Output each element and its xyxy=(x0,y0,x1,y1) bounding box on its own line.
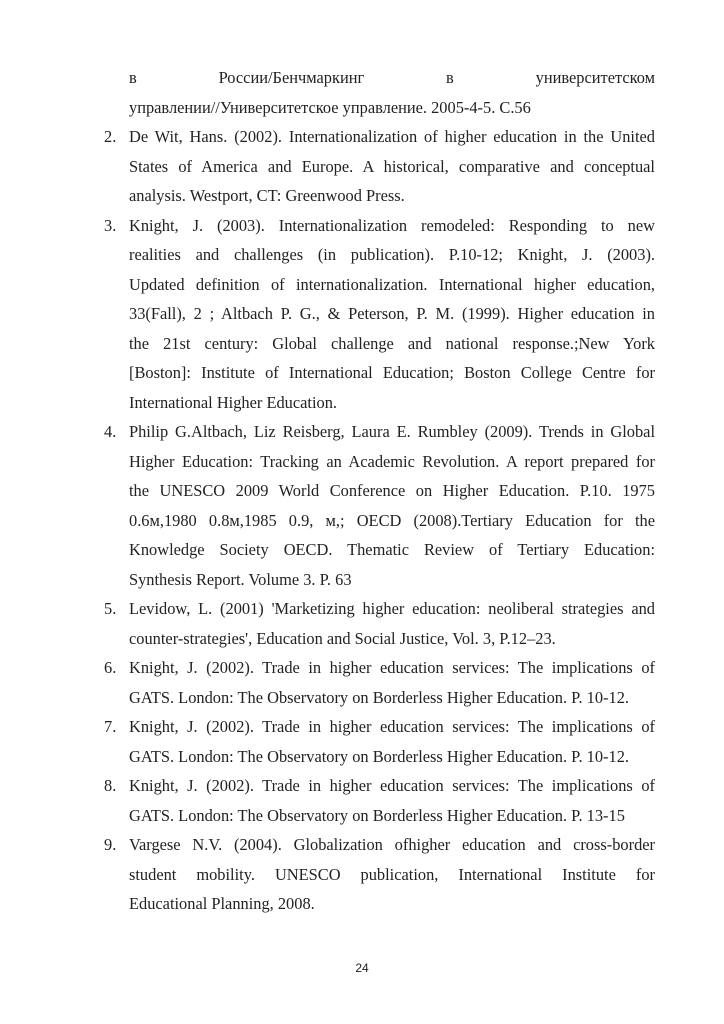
reference-number: 5. xyxy=(104,599,117,618)
reference-line: Knight, J. (2002). Trade in higher education services: The implications of xyxy=(129,717,655,736)
reference-number: 2. xyxy=(104,127,117,146)
reference-line: Synthesis Report. Volume 3. P. 63 xyxy=(129,569,352,589)
reference-line: Knight, J. (2002). Trade in higher education services: The implications of xyxy=(129,658,655,677)
reference-line: Higher Education: Tracking an Academic Revolution. A report prepared for xyxy=(129,451,655,471)
reference-line: realities and challenges (in publication). P.10-12; Knight, J. (2003). xyxy=(129,245,655,264)
reference-number: 6. xyxy=(104,658,117,677)
reference-number: 3. xyxy=(104,215,117,235)
reference-number: 7. xyxy=(104,717,117,736)
reference-line: analysis. Westport, CT: Greenwood Press. xyxy=(129,186,405,205)
reference-line: Vargese N.V. (2004). Globalization ofhigher education and cross-border xyxy=(129,835,655,854)
reference-number: 9. xyxy=(104,835,117,854)
reference-line: GATS. London: The Observatory on Borderless Higher Education. P. 10-12. xyxy=(129,687,629,707)
reference-line: the UNESCO 2009 World Conference on Higher Education. P.10. 1975 xyxy=(129,481,655,500)
reference-line: в России/Бенчмаркинг в университетском xyxy=(129,68,655,87)
reference-line: Philip G.Altbach, Liz Reisberg, Laura E. Rumbley (2009). Trends in Global xyxy=(129,422,655,441)
reference-line: Knowledge Society OECD. Thematic Review of Tertiary Education: xyxy=(129,540,655,559)
reference-number: 4. xyxy=(104,422,117,441)
reference-line: GATS. London: The Observatory on Borderless Higher Education. P. 10-12. xyxy=(129,746,629,766)
reference-line: student mobility. UNESCO publication, International Institute for xyxy=(129,864,655,884)
reference-line: Levidow, L. (2001) 'Marketizing higher education: neoliberal strategies and xyxy=(129,599,655,618)
reference-line: [Boston]: Institute of International Education; Boston College Centre for xyxy=(129,363,655,382)
reference-line: 33(Fall), 2 ; Altbach P. G., & Peterson, P. M. (1999). Higher education in xyxy=(129,304,655,323)
reference-line: GATS. London: The Observatory on Borderless Higher Education. P. 13-15 xyxy=(129,805,625,825)
reference-line: counter-strategies', Education and Social Justice, Vol. 3, P.12–23. xyxy=(129,628,556,648)
reference-line: Updated definition of internationalization. International higher education, xyxy=(129,274,655,294)
reference-line: управлении//Университетское управление. 2005-4-5. С.56 xyxy=(129,97,531,117)
page-number: 24 xyxy=(355,961,369,975)
reference-line: De Wit, Hans. (2002). Internationalization of higher education in the United xyxy=(129,127,655,146)
reference-line: States of America and Europe. A historical, comparative and conceptual xyxy=(129,156,655,176)
reference-line: the 21st century: Global challenge and national response.;New York xyxy=(129,333,655,353)
reference-number: 8. xyxy=(104,776,117,795)
reference-line: 0.6м,1980 0.8м,1985 0.9, м,; OECD (2008).Tertiary Education for the xyxy=(129,510,655,530)
reference-line: Knight, J. (2002). Trade in higher education services: The implications of xyxy=(129,776,655,795)
reference-line: Knight, J. (2003). Internationalization remodeled: Responding to new xyxy=(129,215,655,235)
reference-line: Educational Planning, 2008. xyxy=(129,894,315,913)
reference-line: International Higher Education. xyxy=(129,392,337,412)
